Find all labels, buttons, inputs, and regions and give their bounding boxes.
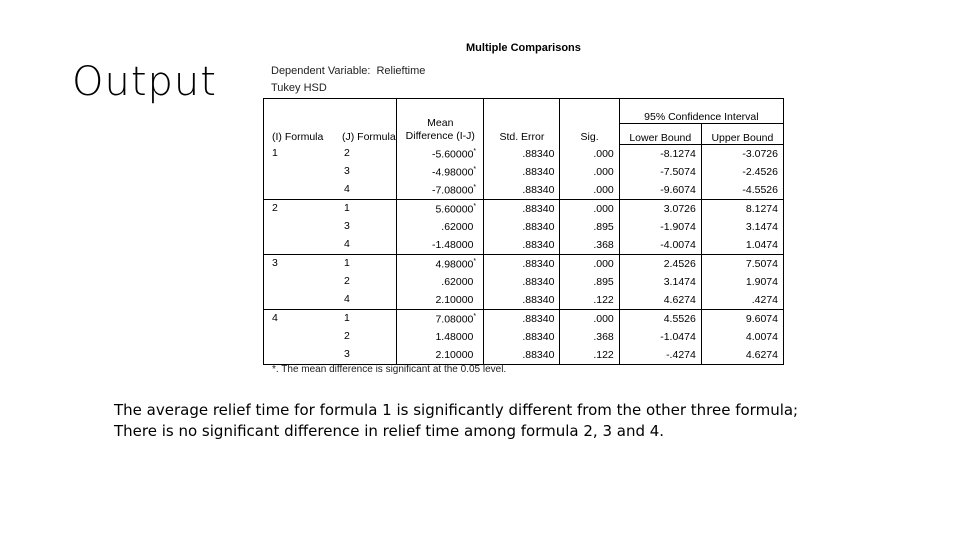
std-error: .88340 (484, 236, 560, 255)
dependent-variable-label: Dependent Variable: (271, 65, 371, 77)
table-row (264, 236, 784, 255)
conclusion-line: The average relief time for formula 1 is significantly different from the other three formula; (114, 401, 799, 419)
table-row (264, 346, 784, 365)
mean-difference (397, 218, 484, 236)
method-label: Tukey HSD (271, 82, 327, 94)
formula-pair-cell (264, 255, 397, 274)
upper-bound: 7.5074 (701, 255, 783, 274)
mean-difference-value: 2.10000 (435, 294, 474, 306)
multiple-comparisons-table (263, 98, 784, 365)
lower-bound: -7.5074 (619, 163, 701, 181)
dependent-variable-value: Relieftime (376, 65, 426, 77)
table-footnote: *. The mean difference is significant at the 0.05 level. (272, 364, 507, 375)
formula-i: 3 (272, 257, 278, 269)
mean-difference-value: 7.08000 (435, 313, 474, 326)
formula-j: 1 (344, 312, 350, 324)
header-sig: Sig. (560, 99, 619, 145)
header-upper-bound: Upper Bound (701, 124, 783, 145)
sig-value: .895 (560, 273, 619, 291)
upper-bound: 1.0474 (701, 236, 783, 255)
upper-bound: 4.0074 (701, 328, 783, 346)
lower-bound: -8.1274 (619, 145, 701, 164)
upper-bound: -2.4526 (701, 163, 783, 181)
dependent-variable (271, 65, 431, 77)
significance-star: * (473, 257, 477, 265)
sig-value: .122 (560, 291, 619, 310)
mean-difference (397, 163, 484, 181)
table-row (264, 200, 784, 219)
formula-pair-cell (264, 200, 397, 219)
formula-j: 4 (344, 238, 350, 250)
header-confidence-interval: 95% Confidence Interval (619, 99, 783, 124)
formula-j: 2 (344, 146, 350, 159)
mean-difference-value: 5.60000 (435, 203, 474, 216)
lower-bound: 3.1474 (619, 273, 701, 291)
conclusion-text (114, 400, 798, 442)
significance-star: * (473, 147, 477, 155)
formula-pair-cell (264, 328, 397, 346)
header-lower-bound: Lower Bound (619, 124, 701, 145)
mean-difference-value: 2.10000 (435, 349, 474, 361)
sig-value: .000 (560, 255, 619, 274)
mean-difference-value: -1.48000 (431, 239, 474, 251)
formula-i: 2 (272, 202, 278, 214)
formula-i: 1 (272, 146, 278, 159)
mean-difference (397, 328, 484, 346)
std-error: .88340 (484, 218, 560, 236)
formula-j: 3 (344, 348, 350, 360)
significance-star: * (473, 183, 477, 191)
formula-j: 4 (344, 293, 350, 305)
mean-difference (397, 310, 484, 329)
upper-bound: -3.0726 (701, 145, 783, 164)
upper-bound: -4.5526 (701, 181, 783, 200)
lower-bound: 2.4526 (619, 255, 701, 274)
header-std-error: Std. Error (484, 99, 560, 145)
formula-j: 1 (344, 257, 350, 269)
significance-star: * (473, 165, 477, 173)
lower-bound: -1.9074 (619, 218, 701, 236)
table-title: Multiple Comparisons (466, 42, 581, 54)
header-formula-i: (I) Formula (272, 130, 324, 143)
formula-pair-cell (264, 181, 397, 200)
formula-j: 3 (344, 165, 350, 177)
slide-title: Output (72, 59, 217, 105)
formula-pair-cell (264, 163, 397, 181)
mean-difference-value: -4.98000 (431, 166, 474, 179)
mean-difference-value: .62000 (441, 276, 474, 288)
table-row (264, 310, 784, 329)
table-body (264, 145, 784, 365)
significance-star: * (473, 312, 477, 320)
upper-bound: .4274 (701, 291, 783, 310)
mean-difference (397, 255, 484, 274)
mean-difference (397, 236, 484, 255)
sig-value: .895 (560, 218, 619, 236)
table-row (264, 145, 784, 164)
formula-pair-cell (264, 346, 397, 365)
std-error: .88340 (484, 328, 560, 346)
mean-difference (397, 145, 484, 164)
mean-difference (397, 200, 484, 219)
mean-difference (397, 273, 484, 291)
table-row (264, 163, 784, 181)
upper-bound: 4.6274 (701, 346, 783, 365)
sig-value: .000 (560, 310, 619, 329)
table-row (264, 291, 784, 310)
std-error: .88340 (484, 145, 560, 164)
lower-bound: -1.0474 (619, 328, 701, 346)
upper-bound: 8.1274 (701, 200, 783, 219)
mean-difference-value: 4.98000 (435, 258, 474, 271)
formula-pair-cell (264, 218, 397, 236)
lower-bound: -.4274 (619, 346, 701, 365)
std-error: .88340 (484, 200, 560, 219)
lower-bound: 4.6274 (619, 291, 701, 310)
table-row (264, 218, 784, 236)
table-row (264, 273, 784, 291)
formula-pair-cell (264, 273, 397, 291)
table-row (264, 255, 784, 274)
mean-difference-value: 1.48000 (435, 331, 474, 343)
table-row (264, 181, 784, 200)
std-error: .88340 (484, 310, 560, 329)
sig-value: .368 (560, 236, 619, 255)
std-error: .88340 (484, 181, 560, 200)
sig-value: .000 (560, 145, 619, 164)
formula-pair-cell (264, 310, 397, 329)
mean-difference (397, 346, 484, 365)
formula-j: 2 (344, 275, 350, 287)
formula-pair-cell (264, 145, 397, 164)
sig-value: .000 (560, 181, 619, 200)
mean-difference (397, 291, 484, 310)
formula-i: 4 (272, 312, 278, 324)
upper-bound: 9.6074 (701, 310, 783, 329)
formula-pair-cell (264, 236, 397, 255)
std-error: .88340 (484, 255, 560, 274)
sig-value: .000 (560, 163, 619, 181)
mean-difference-value: .62000 (441, 221, 474, 233)
sig-value: .368 (560, 328, 619, 346)
std-error: .88340 (484, 163, 560, 181)
mean-difference-value: -5.60000 (431, 148, 474, 160)
formula-pair-cell (264, 291, 397, 310)
conclusion-line: There is no significant difference in relief time among formula 2, 3 and 4. (114, 422, 665, 440)
lower-bound: -4.0074 (619, 236, 701, 255)
std-error: .88340 (484, 273, 560, 291)
lower-bound: 4.5526 (619, 310, 701, 329)
header-formula-i-j (264, 99, 397, 145)
upper-bound: 3.1474 (701, 218, 783, 236)
formula-j: 3 (344, 220, 350, 232)
std-error: .88340 (484, 291, 560, 310)
formula-j: 1 (344, 202, 350, 214)
formula-j: 2 (344, 330, 350, 342)
table-row (264, 328, 784, 346)
upper-bound: 1.9074 (701, 273, 783, 291)
sig-value: .000 (560, 200, 619, 219)
mean-difference-value: -7.08000 (431, 184, 474, 197)
header-formula-j: (J) Formula (342, 130, 396, 143)
mean-difference (397, 181, 484, 200)
sig-value: .122 (560, 346, 619, 365)
lower-bound: 3.0726 (619, 200, 701, 219)
header-mean-difference: Mean Difference (I-J) (397, 99, 484, 145)
lower-bound: -9.6074 (619, 181, 701, 200)
significance-star: * (473, 202, 477, 210)
formula-j: 4 (344, 183, 350, 195)
std-error: .88340 (484, 346, 560, 365)
